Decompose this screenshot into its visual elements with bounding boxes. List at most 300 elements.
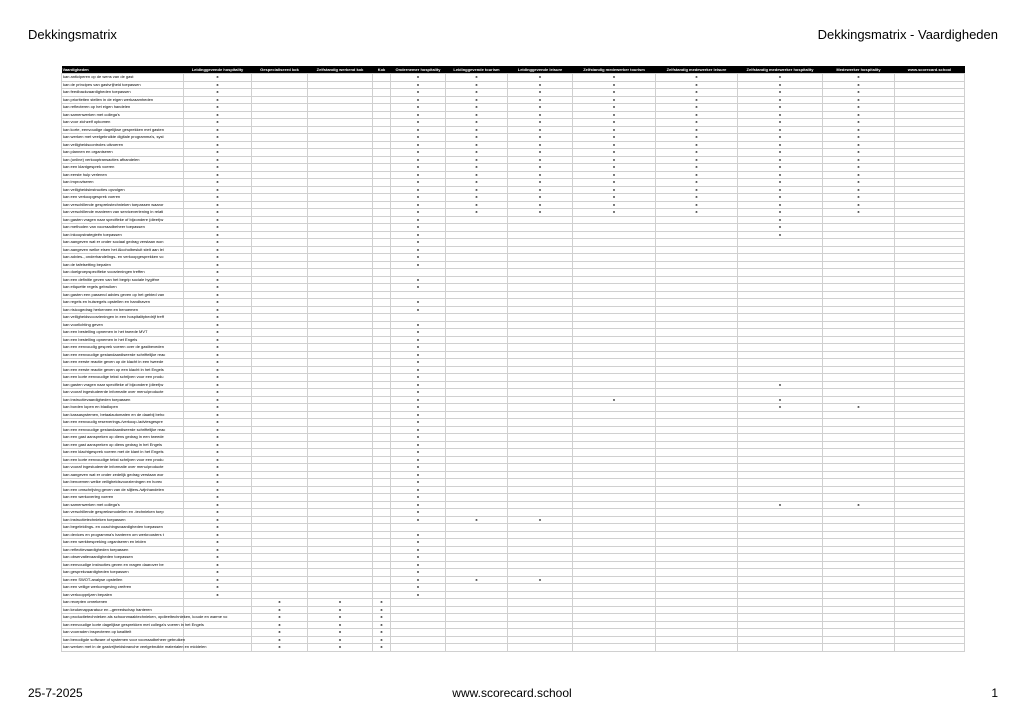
table-row bbox=[62, 329, 965, 337]
skill-label: kan korte, eenvoudige dagelijkse gesprekken met gasten bbox=[62, 126, 184, 134]
coverage-cell: x bbox=[823, 501, 895, 509]
coverage-cell bbox=[252, 441, 308, 449]
coverage-cell bbox=[738, 291, 823, 299]
coverage-cell bbox=[508, 479, 573, 487]
coverage-cell: x bbox=[184, 261, 252, 269]
coverage-cell bbox=[252, 531, 308, 539]
coverage-cell bbox=[446, 261, 508, 269]
coverage-cell bbox=[308, 471, 373, 479]
coverage-cell bbox=[508, 614, 573, 622]
coverage-cell: x bbox=[573, 141, 656, 149]
coverage-cell bbox=[823, 614, 895, 622]
coverage-cell: x bbox=[823, 164, 895, 172]
skill-label: kan een gast aanspreken op diens gedrag in het Engels bbox=[62, 441, 184, 449]
coverage-cell bbox=[446, 329, 508, 337]
coverage-cell: x bbox=[573, 96, 656, 104]
coverage-cell bbox=[252, 509, 308, 517]
coverage-cell bbox=[308, 134, 373, 142]
coverage-cell bbox=[895, 261, 965, 269]
coverage-cell bbox=[373, 396, 391, 404]
coverage-cell: x bbox=[573, 89, 656, 97]
coverage-cell bbox=[373, 426, 391, 434]
coverage-cell: x bbox=[656, 104, 738, 112]
coverage-cell: x bbox=[373, 614, 391, 622]
table-row bbox=[62, 494, 965, 502]
coverage-cell bbox=[738, 366, 823, 374]
coverage-cell bbox=[895, 306, 965, 314]
coverage-cell: x bbox=[391, 156, 446, 164]
coverage-cell bbox=[373, 524, 391, 532]
coverage-cell: x bbox=[823, 404, 895, 412]
coverage-cell bbox=[446, 344, 508, 352]
coverage-cell: x bbox=[391, 104, 446, 112]
coverage-cell bbox=[373, 441, 391, 449]
coverage-cell bbox=[656, 524, 738, 532]
skill-label: kan verschillende gesprekstechnieken toepassen waaror bbox=[62, 201, 184, 209]
coverage-cell bbox=[656, 584, 738, 592]
coverage-cell bbox=[252, 314, 308, 322]
coverage-cell bbox=[895, 269, 965, 277]
coverage-cell: x bbox=[184, 186, 252, 194]
coverage-cell bbox=[373, 171, 391, 179]
coverage-cell bbox=[373, 591, 391, 599]
skill-label: kan een eerste reactie geven op een klacht in het Engels bbox=[62, 366, 184, 374]
coverage-cell bbox=[252, 381, 308, 389]
coverage-cell bbox=[446, 254, 508, 262]
coverage-cell bbox=[308, 254, 373, 262]
skill-label: kan risicogedrag herkennen en benoemen bbox=[62, 306, 184, 314]
coverage-cell bbox=[508, 621, 573, 629]
coverage-cell: x bbox=[738, 381, 823, 389]
skill-label: kan veiligheidscontroles uitvoeren bbox=[62, 141, 184, 149]
coverage-cell bbox=[308, 291, 373, 299]
coverage-cell bbox=[823, 314, 895, 322]
coverage-cell: x bbox=[184, 516, 252, 524]
coverage-cell bbox=[446, 621, 508, 629]
column-header: Vaardigheden bbox=[62, 66, 184, 74]
coverage-cell bbox=[446, 269, 508, 277]
coverage-cell: x bbox=[656, 149, 738, 157]
coverage-cell: x bbox=[184, 591, 252, 599]
coverage-cell: x bbox=[573, 201, 656, 209]
coverage-cell: x bbox=[508, 171, 573, 179]
coverage-cell bbox=[738, 554, 823, 562]
coverage-cell: x bbox=[823, 194, 895, 202]
coverage-cell bbox=[308, 209, 373, 217]
table-row bbox=[62, 486, 965, 494]
coverage-cell bbox=[373, 366, 391, 374]
coverage-cell: x bbox=[391, 321, 446, 329]
coverage-cell bbox=[446, 464, 508, 472]
coverage-cell: x bbox=[391, 246, 446, 254]
coverage-cell: x bbox=[823, 209, 895, 217]
table-row bbox=[62, 614, 965, 622]
coverage-cell: x bbox=[184, 374, 252, 382]
coverage-cell bbox=[373, 284, 391, 292]
coverage-cell: x bbox=[391, 561, 446, 569]
coverage-cell: x bbox=[391, 411, 446, 419]
skill-label: kan aangeven wat er onder zedelijk gedrag verstaan wor bbox=[62, 471, 184, 479]
coverage-cell bbox=[308, 314, 373, 322]
coverage-cell bbox=[573, 569, 656, 577]
footer-site: www.scorecard.school bbox=[452, 686, 572, 700]
column-header: Medewerker hospitality bbox=[823, 66, 895, 74]
coverage-cell bbox=[373, 254, 391, 262]
coverage-cell: x bbox=[738, 396, 823, 404]
coverage-cell bbox=[252, 299, 308, 307]
coverage-cell bbox=[656, 569, 738, 577]
skill-label: kan methoden van voorraadbeheer toepassen bbox=[62, 224, 184, 232]
coverage-cell bbox=[823, 344, 895, 352]
coverage-cell bbox=[823, 539, 895, 547]
skill-label: kan een verkoopgesprek voeren bbox=[62, 194, 184, 202]
column-header: Kok bbox=[373, 66, 391, 74]
coverage-cell bbox=[373, 419, 391, 427]
coverage-cell bbox=[508, 216, 573, 224]
coverage-cell bbox=[895, 239, 965, 247]
table-row bbox=[62, 156, 965, 164]
coverage-cell bbox=[895, 126, 965, 134]
coverage-cell bbox=[823, 644, 895, 652]
coverage-cell bbox=[823, 246, 895, 254]
skill-label: kan verschillende manieren van serviceverlening in relati bbox=[62, 209, 184, 217]
coverage-matrix-table bbox=[61, 66, 965, 652]
coverage-cell: x bbox=[184, 441, 252, 449]
coverage-cell bbox=[308, 261, 373, 269]
coverage-cell: x bbox=[573, 396, 656, 404]
coverage-cell bbox=[508, 471, 573, 479]
coverage-cell: x bbox=[252, 614, 308, 622]
coverage-cell bbox=[508, 464, 573, 472]
skill-label: kan verschillende gespreksmodellen en -technieken toep bbox=[62, 509, 184, 517]
coverage-cell bbox=[446, 276, 508, 284]
coverage-cell bbox=[895, 149, 965, 157]
coverage-cell bbox=[895, 509, 965, 517]
coverage-cell: x bbox=[373, 606, 391, 614]
coverage-cell bbox=[573, 224, 656, 232]
coverage-cell: x bbox=[656, 209, 738, 217]
coverage-cell: x bbox=[308, 599, 373, 607]
coverage-cell: x bbox=[184, 576, 252, 584]
coverage-cell bbox=[308, 389, 373, 397]
coverage-cell bbox=[308, 561, 373, 569]
table-row bbox=[62, 149, 965, 157]
coverage-cell bbox=[656, 239, 738, 247]
coverage-cell bbox=[508, 426, 573, 434]
coverage-cell: x bbox=[184, 299, 252, 307]
coverage-cell bbox=[391, 636, 446, 644]
coverage-cell bbox=[373, 81, 391, 89]
coverage-cell: x bbox=[823, 171, 895, 179]
coverage-cell bbox=[308, 284, 373, 292]
coverage-cell: x bbox=[508, 186, 573, 194]
coverage-cell bbox=[823, 426, 895, 434]
coverage-cell bbox=[895, 584, 965, 592]
table-row bbox=[62, 434, 965, 442]
table-row bbox=[62, 201, 965, 209]
coverage-cell bbox=[308, 231, 373, 239]
coverage-cell bbox=[252, 576, 308, 584]
coverage-cell: x bbox=[373, 644, 391, 652]
coverage-cell bbox=[252, 464, 308, 472]
coverage-cell bbox=[391, 614, 446, 622]
coverage-cell bbox=[508, 456, 573, 464]
coverage-cell bbox=[895, 224, 965, 232]
coverage-cell bbox=[823, 329, 895, 337]
coverage-cell bbox=[823, 636, 895, 644]
coverage-cell bbox=[895, 186, 965, 194]
column-header: Ondernemer hospitality bbox=[391, 66, 446, 74]
coverage-cell: x bbox=[823, 96, 895, 104]
coverage-cell: x bbox=[446, 576, 508, 584]
coverage-cell bbox=[656, 396, 738, 404]
coverage-cell bbox=[308, 156, 373, 164]
coverage-cell bbox=[656, 629, 738, 637]
coverage-cell bbox=[446, 629, 508, 637]
table-row bbox=[62, 389, 965, 397]
coverage-cell: x bbox=[508, 141, 573, 149]
coverage-cell: x bbox=[184, 306, 252, 314]
coverage-cell: x bbox=[823, 179, 895, 187]
coverage-cell bbox=[308, 89, 373, 97]
coverage-cell bbox=[373, 104, 391, 112]
coverage-cell bbox=[738, 636, 823, 644]
coverage-cell bbox=[252, 426, 308, 434]
skill-label: kan doelgroepspecifieke voorzieningen treffen bbox=[62, 269, 184, 277]
coverage-cell: x bbox=[656, 164, 738, 172]
coverage-cell bbox=[895, 134, 965, 142]
coverage-cell bbox=[895, 81, 965, 89]
coverage-cell bbox=[656, 576, 738, 584]
coverage-cell bbox=[508, 366, 573, 374]
coverage-cell bbox=[308, 336, 373, 344]
coverage-cell bbox=[573, 456, 656, 464]
coverage-cell bbox=[738, 299, 823, 307]
skill-label: kan een korte eenvoudige tekst schrijven voor een produ bbox=[62, 374, 184, 382]
coverage-cell: x bbox=[738, 111, 823, 119]
coverage-cell: x bbox=[656, 156, 738, 164]
coverage-cell: x bbox=[508, 156, 573, 164]
coverage-cell: x bbox=[823, 149, 895, 157]
coverage-cell bbox=[373, 411, 391, 419]
coverage-cell bbox=[508, 246, 573, 254]
column-header: Leidinggevende hospitality bbox=[184, 66, 252, 74]
coverage-cell: x bbox=[508, 209, 573, 217]
skill-label: kan improviseren bbox=[62, 179, 184, 187]
coverage-cell bbox=[308, 456, 373, 464]
coverage-cell: x bbox=[738, 171, 823, 179]
coverage-cell bbox=[656, 359, 738, 367]
coverage-cell: x bbox=[184, 396, 252, 404]
coverage-cell bbox=[656, 471, 738, 479]
coverage-cell bbox=[573, 486, 656, 494]
table-row bbox=[62, 501, 965, 509]
table-row bbox=[62, 516, 965, 524]
coverage-cell: x bbox=[738, 74, 823, 82]
coverage-cell: x bbox=[738, 119, 823, 127]
coverage-cell bbox=[738, 344, 823, 352]
table-row bbox=[62, 449, 965, 457]
coverage-cell bbox=[508, 494, 573, 502]
coverage-cell bbox=[738, 629, 823, 637]
skill-label: kan begeleidings- en coachingsvaardigheden toepassen bbox=[62, 524, 184, 532]
coverage-cell bbox=[252, 269, 308, 277]
coverage-cell bbox=[573, 321, 656, 329]
coverage-cell bbox=[895, 179, 965, 187]
coverage-cell: x bbox=[738, 179, 823, 187]
coverage-cell bbox=[656, 509, 738, 517]
coverage-cell bbox=[508, 389, 573, 397]
coverage-cell bbox=[823, 456, 895, 464]
coverage-cell: x bbox=[446, 194, 508, 202]
skill-label: kan productietechnieken als schoonmaaktechnieken, opdieeltechnieken, koude en warme vo bbox=[63, 614, 228, 619]
table-row bbox=[62, 254, 965, 262]
coverage-cell bbox=[508, 569, 573, 577]
coverage-cell bbox=[895, 546, 965, 554]
table-row bbox=[62, 569, 965, 577]
coverage-cell: x bbox=[823, 201, 895, 209]
skill-label: kan aangeven wat er onder sociaal gedrag verstaan won bbox=[62, 239, 184, 247]
coverage-cell bbox=[508, 561, 573, 569]
coverage-cell bbox=[508, 276, 573, 284]
coverage-cell bbox=[252, 156, 308, 164]
coverage-cell bbox=[895, 336, 965, 344]
coverage-cell bbox=[823, 231, 895, 239]
coverage-cell: x bbox=[184, 569, 252, 577]
coverage-cell bbox=[373, 269, 391, 277]
coverage-cell bbox=[446, 306, 508, 314]
skill-label: kan etiquette regels gebruiken bbox=[62, 284, 184, 292]
coverage-cell bbox=[895, 74, 965, 82]
coverage-cell bbox=[823, 291, 895, 299]
coverage-cell bbox=[823, 554, 895, 562]
coverage-cell bbox=[573, 216, 656, 224]
skill-label: kan de tafelsetting bepalen bbox=[62, 261, 184, 269]
coverage-cell bbox=[252, 291, 308, 299]
coverage-cell bbox=[252, 201, 308, 209]
coverage-cell: x bbox=[738, 224, 823, 232]
table-row bbox=[62, 216, 965, 224]
skill-label: kan een eenvoudig reserverings-/verkoop-/adviesgespre bbox=[62, 419, 184, 427]
coverage-cell: x bbox=[446, 186, 508, 194]
coverage-cell bbox=[446, 419, 508, 427]
coverage-cell bbox=[656, 269, 738, 277]
coverage-cell: x bbox=[184, 284, 252, 292]
coverage-cell bbox=[508, 531, 573, 539]
coverage-cell: x bbox=[391, 366, 446, 374]
coverage-cell bbox=[738, 351, 823, 359]
coverage-cell bbox=[308, 486, 373, 494]
coverage-cell: x bbox=[252, 644, 308, 652]
table-row bbox=[62, 396, 965, 404]
coverage-cell: x bbox=[184, 359, 252, 367]
coverage-cell bbox=[308, 224, 373, 232]
coverage-cell bbox=[738, 441, 823, 449]
table-row bbox=[62, 546, 965, 554]
coverage-cell bbox=[573, 351, 656, 359]
coverage-cell: x bbox=[446, 96, 508, 104]
table-row bbox=[62, 576, 965, 584]
coverage-cell bbox=[738, 606, 823, 614]
coverage-cell bbox=[446, 404, 508, 412]
coverage-cell bbox=[895, 404, 965, 412]
coverage-cell bbox=[373, 456, 391, 464]
coverage-cell bbox=[508, 336, 573, 344]
coverage-cell: x bbox=[373, 599, 391, 607]
coverage-cell bbox=[446, 291, 508, 299]
coverage-cell bbox=[895, 314, 965, 322]
coverage-cell bbox=[738, 464, 823, 472]
coverage-cell: x bbox=[508, 516, 573, 524]
coverage-cell: x bbox=[391, 434, 446, 442]
coverage-cell bbox=[656, 284, 738, 292]
coverage-cell bbox=[656, 314, 738, 322]
coverage-cell bbox=[823, 494, 895, 502]
coverage-cell bbox=[446, 569, 508, 577]
coverage-cell bbox=[823, 269, 895, 277]
coverage-cell bbox=[308, 366, 373, 374]
skill-label: kan een eenvoudig gesprek voeren over de gastbeveden bbox=[62, 344, 184, 352]
coverage-cell: x bbox=[184, 269, 252, 277]
coverage-cell bbox=[508, 231, 573, 239]
coverage-cell bbox=[823, 216, 895, 224]
coverage-cell: x bbox=[738, 164, 823, 172]
coverage-cell: x bbox=[656, 89, 738, 97]
coverage-cell bbox=[373, 434, 391, 442]
table-row bbox=[62, 179, 965, 187]
coverage-cell: x bbox=[184, 119, 252, 127]
table-row bbox=[62, 239, 965, 247]
coverage-cell bbox=[656, 411, 738, 419]
coverage-cell bbox=[373, 314, 391, 322]
coverage-cell bbox=[446, 606, 508, 614]
table-row bbox=[62, 284, 965, 292]
coverage-cell bbox=[373, 156, 391, 164]
coverage-cell bbox=[573, 449, 656, 457]
skill-label: kan voor zichzelf opkomen bbox=[62, 119, 184, 127]
coverage-cell bbox=[895, 119, 965, 127]
coverage-cell bbox=[573, 411, 656, 419]
coverage-cell bbox=[823, 509, 895, 517]
coverage-cell bbox=[252, 81, 308, 89]
coverage-cell: x bbox=[391, 464, 446, 472]
coverage-cell bbox=[656, 389, 738, 397]
column-header: Zelfstandig medewerker hospitality bbox=[738, 66, 823, 74]
coverage-cell: x bbox=[656, 134, 738, 142]
coverage-cell bbox=[823, 284, 895, 292]
coverage-cell bbox=[895, 479, 965, 487]
coverage-cell: x bbox=[184, 111, 252, 119]
coverage-cell bbox=[895, 284, 965, 292]
coverage-cell: x bbox=[184, 464, 252, 472]
table-row bbox=[62, 621, 965, 629]
coverage-cell bbox=[823, 389, 895, 397]
coverage-cell bbox=[508, 306, 573, 314]
coverage-cell bbox=[508, 239, 573, 247]
coverage-cell: x bbox=[508, 96, 573, 104]
table-row bbox=[62, 584, 965, 592]
coverage-cell: x bbox=[184, 381, 252, 389]
coverage-cell bbox=[252, 306, 308, 314]
coverage-cell bbox=[446, 644, 508, 652]
coverage-cell bbox=[573, 524, 656, 532]
coverage-cell: x bbox=[391, 516, 446, 524]
coverage-cell bbox=[656, 321, 738, 329]
coverage-cell bbox=[308, 299, 373, 307]
coverage-cell bbox=[573, 464, 656, 472]
coverage-cell bbox=[823, 306, 895, 314]
coverage-cell: x bbox=[373, 629, 391, 637]
